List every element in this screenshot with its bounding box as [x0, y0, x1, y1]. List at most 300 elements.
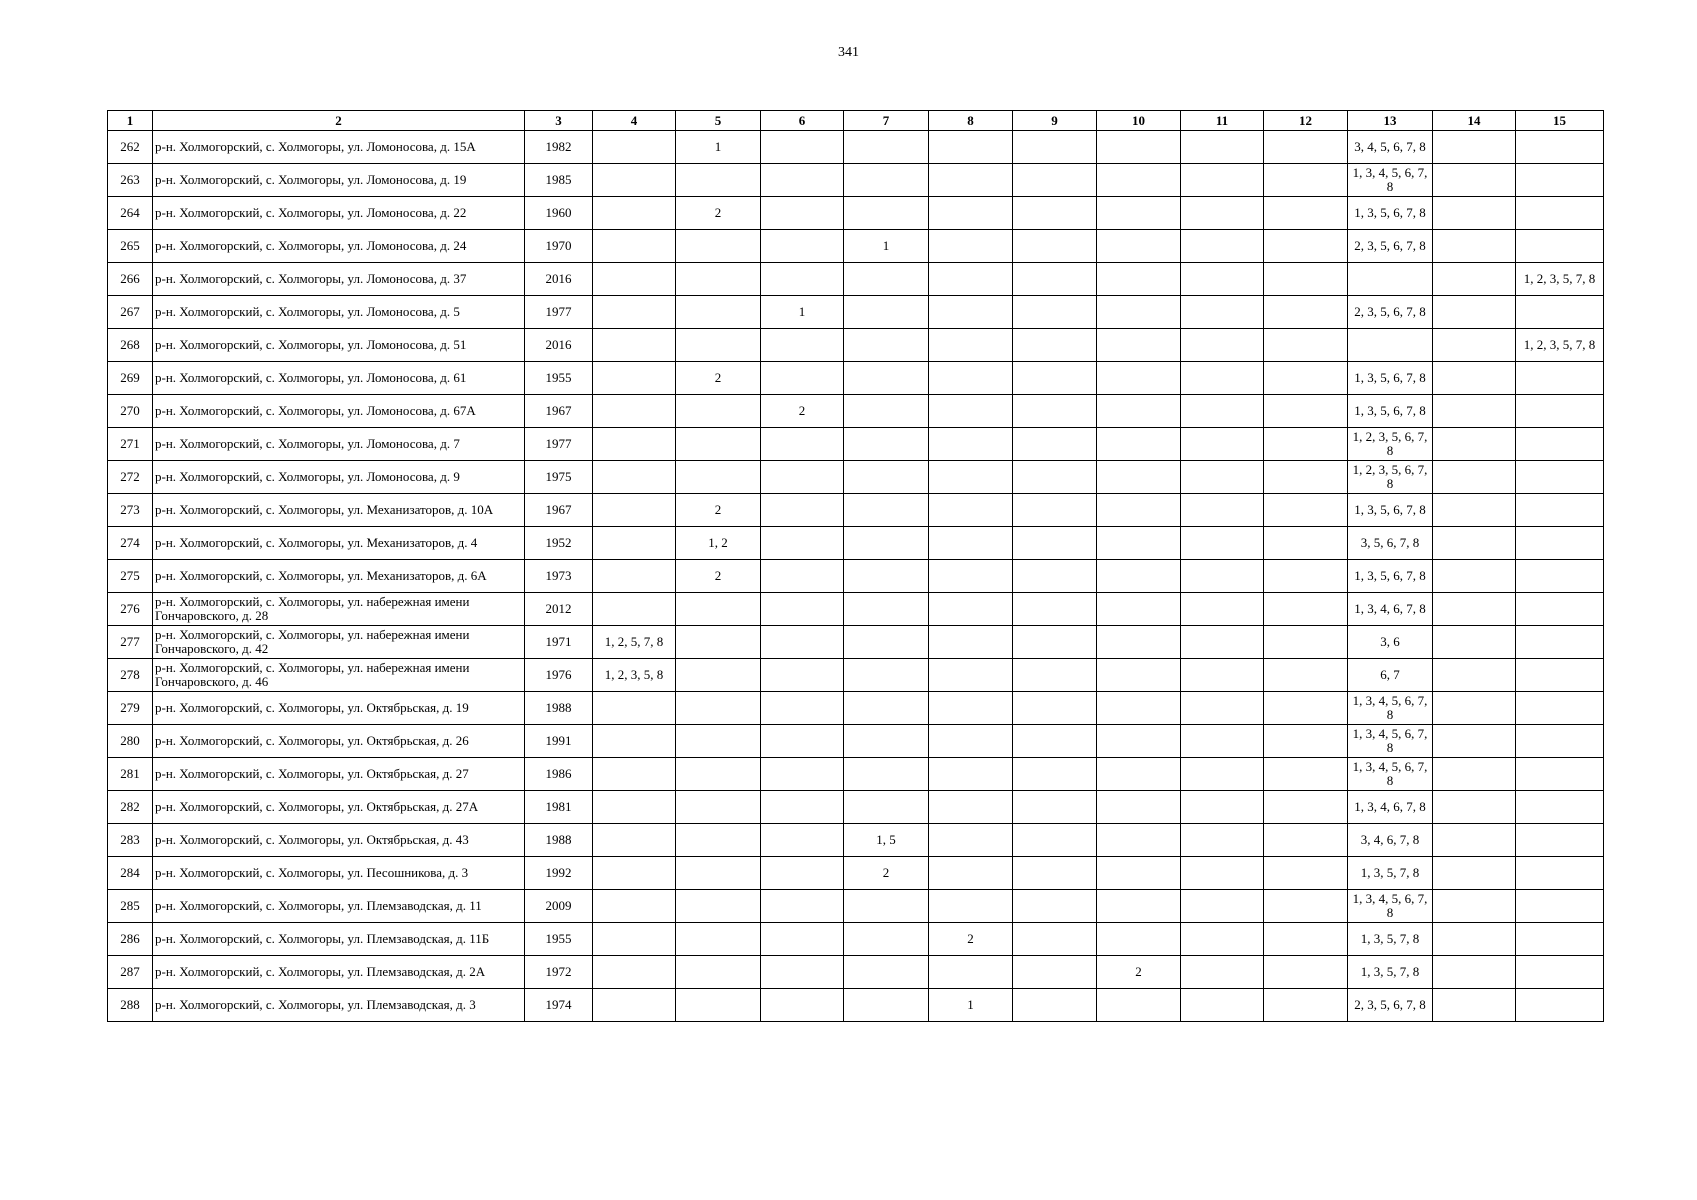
cell-col-15 [1516, 824, 1604, 857]
cell-col-5 [676, 428, 761, 461]
page-number: 341 [838, 45, 859, 60]
column-header-7: 7 [844, 111, 929, 131]
cell-col-1: 272 [108, 461, 153, 494]
cell-col-8 [929, 428, 1013, 461]
cell-col-3: 1974 [525, 989, 593, 1022]
cell-col-12 [1264, 593, 1348, 626]
cell-col-5: 2 [676, 494, 761, 527]
cell-col-11 [1181, 989, 1264, 1022]
cell-col-2: р-н. Холмогорский, с. Холмогоры, ул. Ломоносова, д. 24 [153, 230, 525, 263]
cell-col-13: 1, 3, 5, 7, 8 [1348, 923, 1433, 956]
cell-col-8 [929, 758, 1013, 791]
cell-col-15 [1516, 692, 1604, 725]
cell-col-14 [1433, 164, 1516, 197]
cell-col-10 [1097, 989, 1181, 1022]
cell-col-11 [1181, 230, 1264, 263]
cell-col-5 [676, 395, 761, 428]
cell-col-9 [1013, 461, 1097, 494]
cell-col-11 [1181, 593, 1264, 626]
cell-col-10 [1097, 659, 1181, 692]
cell-col-14 [1433, 560, 1516, 593]
column-header-5: 5 [676, 111, 761, 131]
cell-col-9 [1013, 197, 1097, 230]
table-row [108, 131, 1604, 164]
cell-col-6 [761, 362, 844, 395]
cell-col-4 [593, 230, 676, 263]
cell-col-4 [593, 857, 676, 890]
cell-col-8 [929, 593, 1013, 626]
column-header-9: 9 [1013, 111, 1097, 131]
cell-col-8 [929, 296, 1013, 329]
cell-col-1: 271 [108, 428, 153, 461]
cell-col-9 [1013, 296, 1097, 329]
cell-col-2: р-н. Холмогорский, с. Холмогоры, ул. Октябрьская, д. 26 [153, 725, 525, 758]
cell-col-8 [929, 131, 1013, 164]
cell-col-2: р-н. Холмогорский, с. Холмогоры, ул. Ломоносова, д. 67А [153, 395, 525, 428]
cell-col-15 [1516, 395, 1604, 428]
cell-col-15 [1516, 131, 1604, 164]
cell-col-14 [1433, 395, 1516, 428]
cell-col-1: 269 [108, 362, 153, 395]
cell-col-9 [1013, 329, 1097, 362]
cell-col-14 [1433, 923, 1516, 956]
cell-col-12 [1264, 197, 1348, 230]
cell-col-12 [1264, 461, 1348, 494]
table-row [108, 494, 1604, 527]
cell-col-7 [844, 725, 929, 758]
cell-col-2: р-н. Холмогорский, с. Холмогоры, ул. Ломоносова, д. 61 [153, 362, 525, 395]
cell-col-7 [844, 758, 929, 791]
cell-col-4: 1, 2, 3, 5, 8 [593, 659, 676, 692]
cell-col-10 [1097, 230, 1181, 263]
cell-col-6 [761, 923, 844, 956]
cell-col-6 [761, 593, 844, 626]
cell-col-14 [1433, 197, 1516, 230]
cell-col-1: 282 [108, 791, 153, 824]
cell-col-10 [1097, 527, 1181, 560]
cell-col-10 [1097, 791, 1181, 824]
cell-col-5 [676, 989, 761, 1022]
cell-col-10 [1097, 197, 1181, 230]
cell-col-4 [593, 725, 676, 758]
table-row [108, 659, 1604, 692]
cell-col-4 [593, 362, 676, 395]
cell-col-13: 1, 2, 3, 5, 6, 7, 8 [1348, 428, 1433, 461]
cell-col-15 [1516, 230, 1604, 263]
cell-col-6 [761, 461, 844, 494]
cell-col-9 [1013, 692, 1097, 725]
cell-col-8 [929, 857, 1013, 890]
cell-col-11 [1181, 857, 1264, 890]
cell-col-13: 3, 5, 6, 7, 8 [1348, 527, 1433, 560]
cell-col-12 [1264, 824, 1348, 857]
cell-col-7 [844, 659, 929, 692]
cell-col-11 [1181, 461, 1264, 494]
cell-col-9 [1013, 164, 1097, 197]
table-row [108, 362, 1604, 395]
cell-col-3: 1955 [525, 362, 593, 395]
cell-col-10: 2 [1097, 956, 1181, 989]
cell-col-14 [1433, 626, 1516, 659]
cell-col-2: р-н. Холмогорский, с. Холмогоры, ул. Октябрьская, д. 27 [153, 758, 525, 791]
cell-col-2: р-н. Холмогорский, с. Холмогоры, ул. набережная имени Гончаровского, д. 28 [153, 593, 525, 626]
cell-col-2: р-н. Холмогорский, с. Холмогоры, ул. Ломоносова, д. 7 [153, 428, 525, 461]
cell-col-10 [1097, 923, 1181, 956]
table-row [108, 725, 1604, 758]
cell-col-3: 2016 [525, 329, 593, 362]
cell-col-3: 1967 [525, 395, 593, 428]
cell-col-7 [844, 395, 929, 428]
cell-col-1: 278 [108, 659, 153, 692]
table-row [108, 461, 1604, 494]
column-header-3: 3 [525, 111, 593, 131]
cell-col-13: 3, 4, 5, 6, 7, 8 [1348, 131, 1433, 164]
cell-col-5: 2 [676, 362, 761, 395]
cell-col-6 [761, 329, 844, 362]
column-header-4: 4 [593, 111, 676, 131]
cell-col-8 [929, 824, 1013, 857]
cell-col-13 [1348, 329, 1433, 362]
cell-col-2: р-н. Холмогорский, с. Холмогоры, ул. набережная имени Гончаровского, д. 42 [153, 626, 525, 659]
cell-col-10 [1097, 626, 1181, 659]
cell-col-6 [761, 857, 844, 890]
cell-col-13: 1, 3, 4, 6, 7, 8 [1348, 791, 1433, 824]
cell-col-1: 285 [108, 890, 153, 923]
cell-col-2: р-н. Холмогорский, с. Холмогоры, ул. Октябрьская, д. 27А [153, 791, 525, 824]
cell-col-4 [593, 923, 676, 956]
cell-col-6 [761, 659, 844, 692]
cell-col-5: 2 [676, 197, 761, 230]
cell-col-7 [844, 329, 929, 362]
cell-col-13: 1, 3, 5, 6, 7, 8 [1348, 362, 1433, 395]
cell-col-8 [929, 230, 1013, 263]
cell-col-11 [1181, 164, 1264, 197]
cell-col-2: р-н. Холмогорский, с. Холмогоры, ул. Механизаторов, д. 6А [153, 560, 525, 593]
cell-col-4 [593, 494, 676, 527]
cell-col-7 [844, 494, 929, 527]
cell-col-10 [1097, 263, 1181, 296]
cell-col-10 [1097, 461, 1181, 494]
cell-col-6 [761, 890, 844, 923]
cell-col-1: 277 [108, 626, 153, 659]
cell-col-15 [1516, 362, 1604, 395]
table-row [108, 263, 1604, 296]
cell-col-13: 1, 3, 5, 6, 7, 8 [1348, 197, 1433, 230]
cell-col-14 [1433, 824, 1516, 857]
column-header-6: 6 [761, 111, 844, 131]
cell-col-1: 270 [108, 395, 153, 428]
cell-col-2: р-н. Холмогорский, с. Холмогоры, ул. Племзаводская, д. 11Б [153, 923, 525, 956]
cell-col-13: 1, 3, 4, 5, 6, 7, 8 [1348, 692, 1433, 725]
cell-col-11 [1181, 791, 1264, 824]
cell-col-6 [761, 164, 844, 197]
cell-col-4 [593, 560, 676, 593]
cell-col-5 [676, 890, 761, 923]
cell-col-14 [1433, 758, 1516, 791]
cell-col-2: р-н. Холмогорский, с. Холмогоры, ул. Ломоносова, д. 19 [153, 164, 525, 197]
cell-col-13: 1, 3, 5, 6, 7, 8 [1348, 395, 1433, 428]
cell-col-8 [929, 494, 1013, 527]
cell-col-6 [761, 824, 844, 857]
cell-col-4 [593, 428, 676, 461]
cell-col-4 [593, 296, 676, 329]
cell-col-2: р-н. Холмогорский, с. Холмогоры, ул. Ломоносова, д. 9 [153, 461, 525, 494]
column-header-10: 10 [1097, 111, 1181, 131]
cell-col-15: 1, 2, 3, 5, 7, 8 [1516, 329, 1604, 362]
cell-col-5: 1 [676, 131, 761, 164]
table-row [108, 989, 1604, 1022]
cell-col-4 [593, 989, 676, 1022]
cell-col-4 [593, 197, 676, 230]
cell-col-15 [1516, 626, 1604, 659]
cell-col-5 [676, 692, 761, 725]
cell-col-12 [1264, 560, 1348, 593]
cell-col-10 [1097, 428, 1181, 461]
cell-col-5 [676, 329, 761, 362]
cell-col-12 [1264, 494, 1348, 527]
cell-col-12 [1264, 758, 1348, 791]
cell-col-5 [676, 296, 761, 329]
cell-col-5 [676, 263, 761, 296]
cell-col-13: 3, 4, 6, 7, 8 [1348, 824, 1433, 857]
cell-col-11 [1181, 395, 1264, 428]
cell-col-8 [929, 956, 1013, 989]
cell-col-9 [1013, 428, 1097, 461]
cell-col-4 [593, 395, 676, 428]
cell-col-8 [929, 725, 1013, 758]
cell-col-6 [761, 230, 844, 263]
cell-col-2: р-н. Холмогорский, с. Холмогоры, ул. Племзаводская, д. 2А [153, 956, 525, 989]
cell-col-14 [1433, 725, 1516, 758]
cell-col-12 [1264, 659, 1348, 692]
cell-col-15: 1, 2, 3, 5, 7, 8 [1516, 263, 1604, 296]
cell-col-12 [1264, 725, 1348, 758]
cell-col-3: 1977 [525, 428, 593, 461]
cell-col-15 [1516, 164, 1604, 197]
cell-col-3: 1982 [525, 131, 593, 164]
column-header-15: 15 [1516, 111, 1604, 131]
cell-col-11 [1181, 956, 1264, 989]
cell-col-15 [1516, 296, 1604, 329]
cell-col-4 [593, 329, 676, 362]
cell-col-14 [1433, 527, 1516, 560]
cell-col-13: 1, 2, 3, 5, 6, 7, 8 [1348, 461, 1433, 494]
cell-col-12 [1264, 395, 1348, 428]
column-header-13: 13 [1348, 111, 1433, 131]
cell-col-1: 280 [108, 725, 153, 758]
cell-col-3: 2012 [525, 593, 593, 626]
cell-col-8 [929, 263, 1013, 296]
cell-col-5 [676, 725, 761, 758]
table-row [108, 956, 1604, 989]
cell-col-9 [1013, 758, 1097, 791]
cell-col-12 [1264, 230, 1348, 263]
cell-col-9 [1013, 626, 1097, 659]
cell-col-13: 2, 3, 5, 6, 7, 8 [1348, 989, 1433, 1022]
cell-col-2: р-н. Холмогорский, с. Холмогоры, ул. Песошникова, д. 3 [153, 857, 525, 890]
column-header-1: 1 [108, 111, 153, 131]
cell-col-11 [1181, 626, 1264, 659]
cell-col-3: 1972 [525, 956, 593, 989]
cell-col-10 [1097, 494, 1181, 527]
cell-col-12 [1264, 131, 1348, 164]
cell-col-14 [1433, 461, 1516, 494]
cell-col-9 [1013, 362, 1097, 395]
cell-col-1: 281 [108, 758, 153, 791]
table-row [108, 197, 1604, 230]
table-row [108, 824, 1604, 857]
cell-col-13: 1, 3, 5, 7, 8 [1348, 956, 1433, 989]
cell-col-15 [1516, 989, 1604, 1022]
cell-col-9 [1013, 923, 1097, 956]
table-body [108, 131, 1604, 1022]
cell-col-9 [1013, 131, 1097, 164]
cell-col-3: 1975 [525, 461, 593, 494]
cell-col-6 [761, 428, 844, 461]
cell-col-15 [1516, 923, 1604, 956]
cell-col-12 [1264, 164, 1348, 197]
cell-col-8: 1 [929, 989, 1013, 1022]
cell-col-15 [1516, 560, 1604, 593]
table-row [108, 296, 1604, 329]
cell-col-4 [593, 131, 676, 164]
cell-col-11 [1181, 329, 1264, 362]
cell-col-2: р-н. Холмогорский, с. Холмогоры, ул. Ломоносова, д. 22 [153, 197, 525, 230]
cell-col-13: 1, 3, 5, 7, 8 [1348, 857, 1433, 890]
cell-col-8 [929, 395, 1013, 428]
cell-col-7 [844, 989, 929, 1022]
cell-col-15 [1516, 791, 1604, 824]
cell-col-13: 1, 3, 4, 5, 6, 7, 8 [1348, 890, 1433, 923]
cell-col-11 [1181, 296, 1264, 329]
cell-col-14 [1433, 131, 1516, 164]
cell-col-11 [1181, 890, 1264, 923]
cell-col-1: 268 [108, 329, 153, 362]
cell-col-12 [1264, 923, 1348, 956]
cell-col-13: 1, 3, 4, 5, 6, 7, 8 [1348, 725, 1433, 758]
cell-col-11 [1181, 725, 1264, 758]
cell-col-9 [1013, 230, 1097, 263]
cell-col-9 [1013, 494, 1097, 527]
cell-col-7 [844, 626, 929, 659]
cell-col-9 [1013, 659, 1097, 692]
cell-col-7 [844, 692, 929, 725]
cell-col-4 [593, 692, 676, 725]
cell-col-15 [1516, 758, 1604, 791]
cell-col-1: 288 [108, 989, 153, 1022]
cell-col-14 [1433, 329, 1516, 362]
cell-col-4 [593, 461, 676, 494]
cell-col-2: р-н. Холмогорский, с. Холмогоры, ул. Ломоносова, д. 51 [153, 329, 525, 362]
cell-col-13: 1, 3, 4, 5, 6, 7, 8 [1348, 164, 1433, 197]
cell-col-3: 1971 [525, 626, 593, 659]
cell-col-4 [593, 956, 676, 989]
cell-col-10 [1097, 362, 1181, 395]
cell-col-12 [1264, 362, 1348, 395]
cell-col-10 [1097, 296, 1181, 329]
cell-col-12 [1264, 428, 1348, 461]
cell-col-4 [593, 593, 676, 626]
cell-col-9 [1013, 824, 1097, 857]
cell-col-7 [844, 791, 929, 824]
cell-col-7: 2 [844, 857, 929, 890]
cell-col-1: 287 [108, 956, 153, 989]
cell-col-14 [1433, 230, 1516, 263]
cell-col-3: 1985 [525, 164, 593, 197]
cell-col-14 [1433, 890, 1516, 923]
cell-col-9 [1013, 857, 1097, 890]
column-header-2: 2 [153, 111, 525, 131]
cell-col-14 [1433, 593, 1516, 626]
cell-col-7 [844, 593, 929, 626]
cell-col-7 [844, 263, 929, 296]
cell-col-1: 263 [108, 164, 153, 197]
cell-col-14 [1433, 362, 1516, 395]
cell-col-1: 275 [108, 560, 153, 593]
cell-col-7 [844, 527, 929, 560]
cell-col-11 [1181, 197, 1264, 230]
cell-col-12 [1264, 692, 1348, 725]
table-row [108, 230, 1604, 263]
cell-col-1: 267 [108, 296, 153, 329]
cell-col-7 [844, 956, 929, 989]
cell-col-2: р-н. Холмогорский, с. Холмогоры, ул. Ломоносова, д. 37 [153, 263, 525, 296]
cell-col-12 [1264, 626, 1348, 659]
cell-col-12 [1264, 329, 1348, 362]
cell-col-8 [929, 692, 1013, 725]
cell-col-9 [1013, 527, 1097, 560]
cell-col-9 [1013, 956, 1097, 989]
cell-col-11 [1181, 824, 1264, 857]
cell-col-4 [593, 263, 676, 296]
cell-col-6 [761, 989, 844, 1022]
cell-col-5 [676, 791, 761, 824]
column-header-12: 12 [1264, 111, 1348, 131]
cell-col-3: 1955 [525, 923, 593, 956]
cell-col-5 [676, 626, 761, 659]
cell-col-8 [929, 560, 1013, 593]
cell-col-3: 1992 [525, 857, 593, 890]
cell-col-1: 286 [108, 923, 153, 956]
table-row [108, 758, 1604, 791]
table-row [108, 593, 1604, 626]
cell-col-8 [929, 527, 1013, 560]
cell-col-3: 1973 [525, 560, 593, 593]
cell-col-14 [1433, 428, 1516, 461]
cell-col-15 [1516, 461, 1604, 494]
cell-col-4 [593, 527, 676, 560]
cell-col-13: 1, 3, 4, 5, 6, 7, 8 [1348, 758, 1433, 791]
cell-col-2: р-н. Холмогорский, с. Холмогоры, ул. Племзаводская, д. 3 [153, 989, 525, 1022]
cell-col-3: 1988 [525, 692, 593, 725]
column-header-8: 8 [929, 111, 1013, 131]
cell-col-6 [761, 791, 844, 824]
cell-col-15 [1516, 527, 1604, 560]
cell-col-7: 1 [844, 230, 929, 263]
cell-col-10 [1097, 824, 1181, 857]
table-row [108, 395, 1604, 428]
cell-col-14 [1433, 296, 1516, 329]
cell-col-7 [844, 131, 929, 164]
cell-col-12 [1264, 989, 1348, 1022]
cell-col-11 [1181, 527, 1264, 560]
cell-col-9 [1013, 725, 1097, 758]
cell-col-10 [1097, 725, 1181, 758]
cell-col-10 [1097, 593, 1181, 626]
cell-col-13 [1348, 263, 1433, 296]
cell-col-6 [761, 527, 844, 560]
cell-col-11 [1181, 131, 1264, 164]
